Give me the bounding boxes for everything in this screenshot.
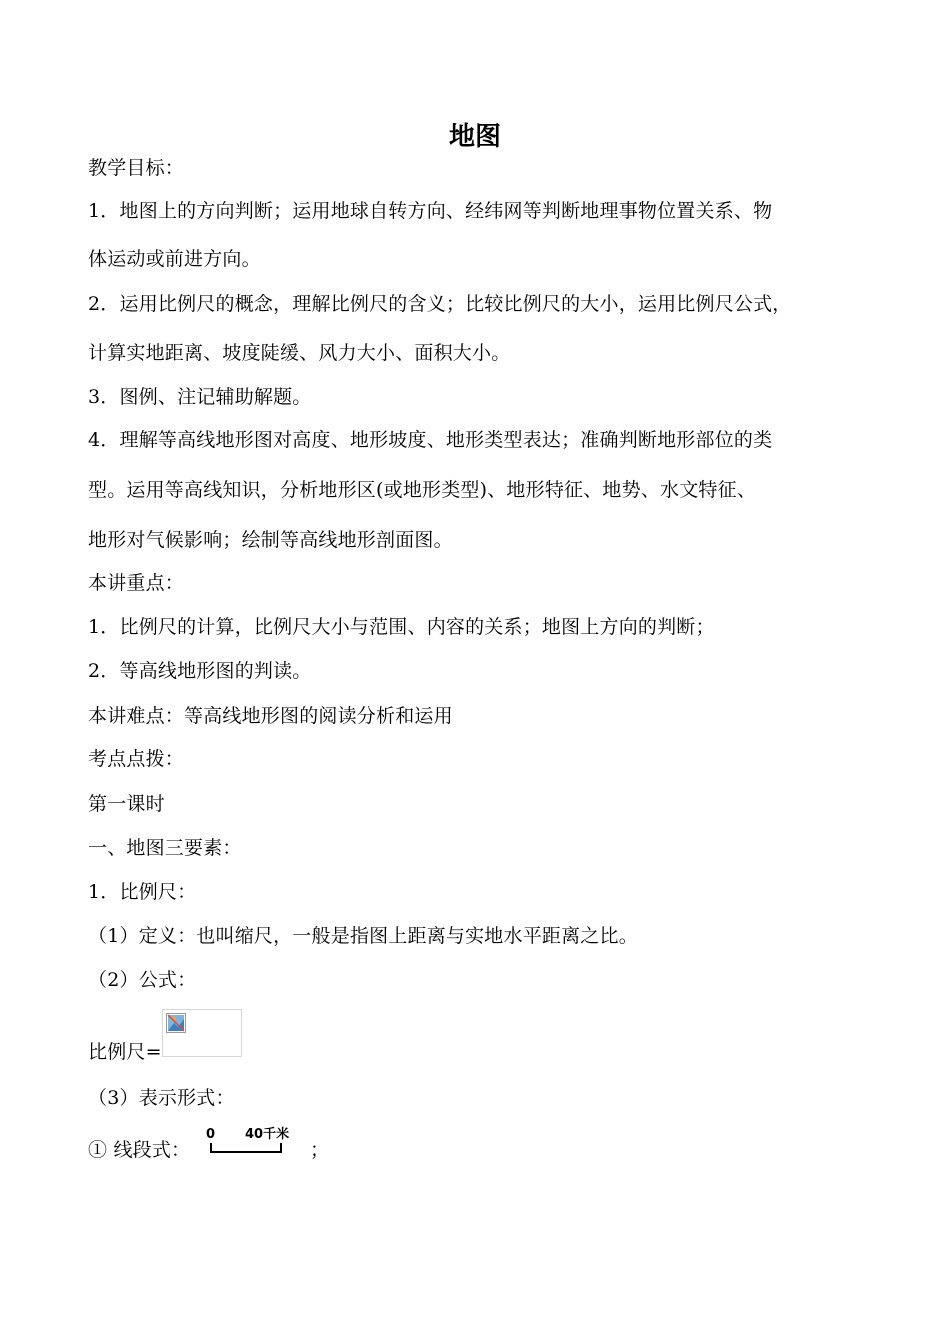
section-heading-objectives: 教学目标：: [88, 157, 185, 179]
item-scale-heading: 1．比例尺：: [88, 881, 197, 903]
formula-image: [162, 1009, 242, 1057]
line-segment-form-end: ；: [310, 1139, 330, 1161]
scale-bar-start-label: 0: [206, 1127, 216, 1142]
line-scale-bar: [203, 1127, 315, 1163]
difficult-points: 本讲难点：等高线地形图的阅读分析和运用: [88, 705, 453, 727]
line-segment-form-label: ① 线段式：: [88, 1139, 191, 1161]
lesson-heading: 第一课时: [88, 793, 165, 815]
key-point-1: 1．比例尺的计算，比例尺大小与范围、内容的关系；地图上方向的判断；: [88, 616, 715, 638]
objective-2-line-1: 2．运用比例尺的概念，理解比例尺的含义；比较比例尺的大小，运用比例尺公式，: [88, 293, 792, 315]
scale-formula-label: 比例尺=: [88, 1041, 162, 1063]
objective-1-line-1: 1．地图上的方向判断；运用地球自转方向、经纬网等判断地理事物位置关系、物: [88, 200, 773, 222]
objective-3: 3．图例、注记辅助解题。: [88, 386, 312, 408]
scale-formula-heading: （2）公式：: [88, 969, 197, 991]
scale-forms-heading: （3）表示形式：: [88, 1087, 235, 1109]
objective-4-line-3: 地形对气候影响；绘制等高线地形剖面图。: [88, 529, 453, 551]
key-point-2: 2．等高线地形图的判读。: [88, 660, 312, 682]
scale-definition: （1）定义：也叫缩尺，一般是指图上距离与实地水平距离之比。: [88, 925, 638, 947]
section-heading-key-points: 本讲重点：: [88, 572, 185, 594]
page-title: 地图: [448, 122, 501, 152]
section-heading-exam-tips: 考点点拨：: [88, 748, 185, 770]
objective-4-line-1: 4．理解等高线地形图对高度、地形坡度、地形类型表达；准确判断地形部位的类: [88, 429, 773, 451]
scale-bar-end-label: 40千米: [245, 1127, 290, 1142]
objective-1-line-2: 体运动或前进方向。: [88, 248, 261, 270]
subsection-heading-map-elements: 一、地图三要素：: [88, 837, 242, 859]
objective-2-line-2: 计算实地距离、坡度陡缓、风力大小、面积大小。: [88, 342, 511, 364]
objective-4-line-2: 型。运用等高线知识，分析地形区(或地形类型)、地形特征、地势、水文特征、: [88, 479, 757, 501]
broken-image-icon: [166, 1013, 186, 1033]
